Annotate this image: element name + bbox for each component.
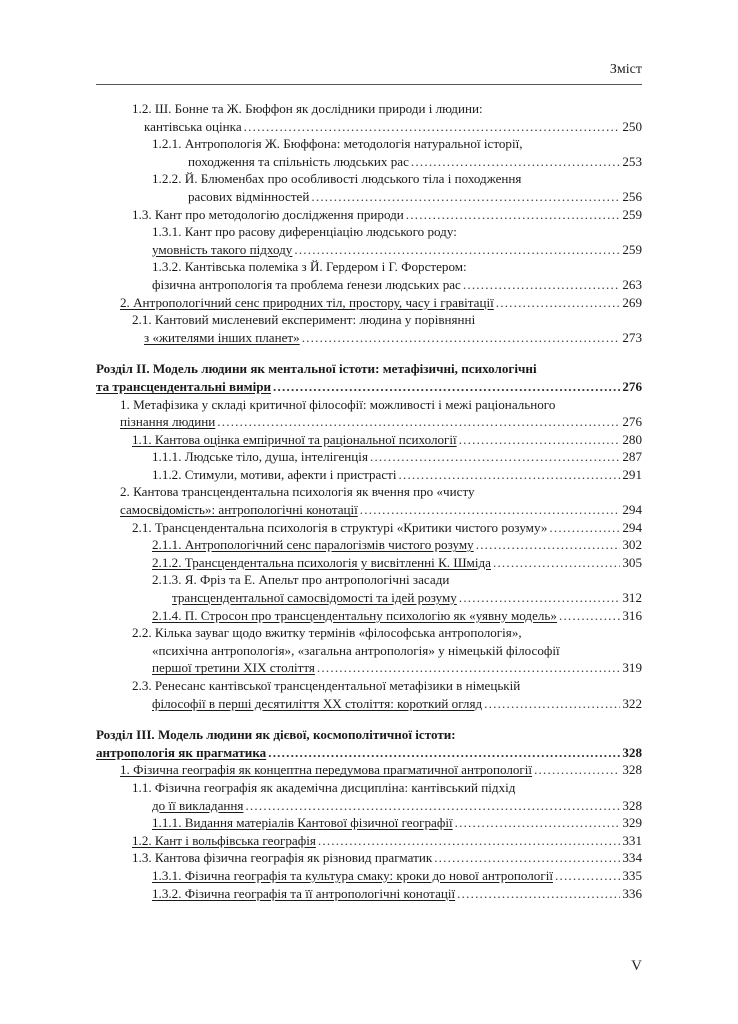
toc-entry-text: 1.1. Фізична географія як академічна дисципліна: кантівський підхід <box>132 779 516 795</box>
toc-entry-line <box>96 536 642 554</box>
dot-leader <box>302 329 621 347</box>
dot-leader <box>318 832 620 850</box>
toc-page-number: 269 <box>622 294 642 310</box>
toc-page-number: 291 <box>622 466 642 482</box>
toc-entry-text: фізична антропологія та проблема ґенези людських рас <box>152 276 461 292</box>
toc-page-number: 256 <box>622 188 642 204</box>
dot-leader <box>457 885 620 903</box>
toc-entry-text: Розділ II. Модель людини як ментальної істоти: метафізичні, психологічні <box>96 361 537 377</box>
toc-entry-text: походження та спільність людських рас <box>188 153 409 169</box>
toc-page-number: 294 <box>622 502 642 518</box>
toc-entry-text: 2.3. Ренесанс кантівської трансцендентальної метафізики в німецькій <box>132 678 521 693</box>
toc-entry <box>96 360 642 395</box>
toc-entry <box>96 170 642 205</box>
toc-entry-text: 1.3.1. Фізична географія та культура смаку: кроки до нової антропології <box>152 867 553 883</box>
toc-entry-text: Розділ III. Модель людини як дієвої, космополітичної істоти: <box>96 727 456 743</box>
toc-entry <box>96 294 642 312</box>
toc-entry-line <box>96 761 642 779</box>
toc-entry-text: пізнання людини <box>120 414 216 430</box>
toc-entry-text: 1.1. Кантова оцінка емпіричної та раціональної психології <box>132 431 457 447</box>
toc-entry-text: «психічна антропологія», «загальна антропологія» у німецькій філософії <box>152 642 560 658</box>
toc-entry-line <box>96 311 642 329</box>
toc-entry-line <box>96 413 642 431</box>
toc-entry-line <box>96 378 642 396</box>
dot-leader <box>484 695 620 713</box>
toc-entry-line <box>96 448 642 466</box>
dot-leader <box>360 501 621 519</box>
toc-entry-line <box>96 554 642 572</box>
toc-entry-line <box>96 153 642 171</box>
toc-entry-text: 2. Кантова трансцендентальна психологія як вчення про «чисту <box>120 484 475 500</box>
dot-leader <box>463 276 620 294</box>
dot-leader <box>399 466 621 484</box>
toc-entry-line <box>96 223 642 241</box>
toc-entry-text: 2.1.2. Трансцендентальна психологія у висвітленні К. Шміда <box>152 554 491 570</box>
toc-entry <box>96 223 642 258</box>
toc-entry-text: 2.1. Трансцендентальна психологія в структурі «Критики чистого розуму» <box>132 519 548 535</box>
toc-entry-line <box>96 677 642 695</box>
toc-page-number: 280 <box>622 431 642 447</box>
toc-page-number: 259 <box>622 241 642 257</box>
toc-page-number: 276 <box>622 378 642 394</box>
toc-page-number: 335 <box>622 867 642 883</box>
dot-leader <box>549 519 620 537</box>
toc-entry-text: 2.1.3. Я. Фріз та Е. Апельт про антропологічні засади <box>152 572 450 588</box>
toc-entry-line <box>96 206 642 224</box>
dot-leader <box>268 744 620 762</box>
toc-page-number: 294 <box>622 519 642 535</box>
dot-leader <box>559 607 620 625</box>
toc-entry <box>96 100 642 135</box>
toc-entry-line <box>96 571 642 589</box>
toc-entry <box>96 483 642 518</box>
toc-page-number: 336 <box>622 885 642 901</box>
dot-leader <box>555 867 620 885</box>
toc-page-number: 305 <box>622 554 642 570</box>
toc-entry-line <box>96 466 642 484</box>
toc-entry <box>96 431 642 449</box>
toc-entry-line <box>96 396 642 414</box>
toc-entry <box>96 135 642 170</box>
toc-entry <box>96 624 642 677</box>
toc-entry <box>96 779 642 814</box>
toc-entry-line <box>96 607 642 625</box>
toc-entry-line <box>96 360 642 378</box>
toc-entry <box>96 849 642 867</box>
toc-entry-text: 1. Метафізика у складі критичної філософії: можливості і межі раціонального <box>120 396 556 412</box>
toc-entry-text: 1.3. Кантова фізична географія як різновид прагматик <box>132 850 433 866</box>
toc-entry <box>96 867 642 885</box>
dot-leader <box>493 554 620 572</box>
toc-entry-text: 1.1.2. Стимули, мотиви, афекти і пристрасті <box>152 466 397 482</box>
dot-leader <box>411 153 620 171</box>
toc-entry-text: філософії в перші десятиліття XX століття: короткий огляд <box>152 695 483 711</box>
dot-leader <box>244 118 621 136</box>
toc-entry-line <box>96 659 642 677</box>
toc-entry-line <box>96 276 642 294</box>
header-rule <box>96 84 642 85</box>
toc-entry-text: самосвідомість»: антропологічні конотації <box>120 502 358 518</box>
toc-entry <box>96 311 642 346</box>
dot-leader <box>459 431 621 449</box>
toc-page-number: 322 <box>622 695 642 711</box>
toc-entry-line <box>96 241 642 259</box>
toc-page-number: 263 <box>622 276 642 292</box>
toc-entry-text: 1.3.2. Фізична географія та її антропологічні конотації <box>152 885 456 901</box>
dot-leader <box>476 536 621 554</box>
toc-entry-text: 1.2. Кант і вольфівська географія <box>132 832 316 848</box>
toc-entry-line <box>96 294 642 312</box>
toc-page-number: 287 <box>622 449 642 465</box>
toc-entry-text: 1.1.1. Людське тіло, душа, інтелігенція <box>152 449 368 465</box>
toc-page-number: 331 <box>622 832 642 848</box>
toc-entry-text: та трансцендентальні виміри <box>96 378 272 394</box>
toc-entry-line <box>96 431 642 449</box>
toc-entry <box>96 206 642 224</box>
dot-leader <box>434 849 620 867</box>
toc-entry <box>96 885 642 903</box>
toc-entry <box>96 536 642 554</box>
dot-leader <box>245 797 620 815</box>
toc-entry-text: расових відмінностей <box>188 188 310 204</box>
toc-entry <box>96 258 642 293</box>
toc-entry-line <box>96 100 642 118</box>
toc-entry-line <box>96 170 642 188</box>
toc-page-number: 250 <box>622 118 642 134</box>
toc-entry <box>96 814 642 832</box>
toc-entry-text: з «жителями інших планет» <box>144 329 300 345</box>
toc-page-number: 319 <box>622 660 642 676</box>
toc-page-number: 302 <box>622 537 642 553</box>
toc-entry-text: 2.1. Кантовий мисленевий експеримент: людина у порівнянні <box>132 312 476 328</box>
toc-entry <box>96 571 642 606</box>
toc-entry-line <box>96 519 642 537</box>
toc-page-number: 329 <box>622 815 642 831</box>
table-of-contents <box>96 100 642 902</box>
toc-entry <box>96 554 642 572</box>
toc-entry-text: 1.2.2. Й. Блюменбах про особливості людського тіла і походження <box>152 171 522 187</box>
toc-entry <box>96 677 642 712</box>
toc-entry-line <box>96 832 642 850</box>
toc-entry <box>96 832 642 850</box>
toc-entry-line <box>96 329 642 347</box>
toc-entry-text: 1. Фізична географія як концептна передумова прагматичної антропології <box>120 762 533 778</box>
toc-entry-text: 2.1.4. П. Стросон про трансцендентальну психологію як «уявну модель» <box>152 607 557 623</box>
toc-entry-line <box>96 867 642 885</box>
dot-leader <box>217 413 620 431</box>
toc-entry-text: 1.3.2. Кантівська полеміка з Й. Гердером і Г. Форстером: <box>152 259 467 275</box>
toc-entry-text: 1.3. Кант про методологію дослідження природи <box>132 206 404 222</box>
toc-entry-text: трансцендентальної самосвідомості та ідей розуму <box>172 590 457 606</box>
dot-leader <box>273 378 620 396</box>
toc-entry-line <box>96 589 642 607</box>
toc-entry-line <box>96 849 642 867</box>
toc-entry-line <box>96 726 642 744</box>
running-head: Зміст <box>609 62 642 77</box>
dot-leader <box>406 206 621 224</box>
toc-entry-line <box>96 624 642 642</box>
toc-entry-line <box>96 501 642 519</box>
toc-entry-text: 2. Антропологічний сенс природних тіл, простору, часу і гравітації <box>120 294 494 310</box>
page-number: V <box>631 958 642 974</box>
toc-entry-text: 2.2. Кілька зауваг щодо вжитку термінів «філософська антропологія», <box>132 625 522 641</box>
toc-entry-line <box>96 188 642 206</box>
toc-entry-text: першої третини XIX століття <box>152 660 315 676</box>
dot-leader <box>317 659 620 677</box>
toc-entry <box>96 448 642 466</box>
toc-entry-line <box>96 797 642 815</box>
toc-page-number: 312 <box>622 590 642 606</box>
toc-entry-line <box>96 135 642 153</box>
toc-page-number: 259 <box>622 206 642 222</box>
toc-entry-text: до її викладання <box>152 797 244 813</box>
dot-leader <box>294 241 620 259</box>
toc-page-number: 328 <box>622 762 642 778</box>
toc-entry <box>96 607 642 625</box>
toc-entry-text: 1.3.1. Кант про расову диференціацію людського роду: <box>152 224 457 240</box>
toc-entry-line <box>96 695 642 713</box>
toc-entry <box>96 761 642 779</box>
toc-page-number: 328 <box>622 744 642 760</box>
toc-page-number: 316 <box>622 607 642 623</box>
toc-entry-line <box>96 779 642 797</box>
toc-entry <box>96 466 642 484</box>
toc-entry-text: кантівська оцінка <box>144 118 242 134</box>
dot-leader <box>370 448 620 466</box>
toc-entry-text: 1.2. Ш. Бонне та Ж. Бюффон як дослідники природи і людини: <box>132 101 483 116</box>
toc-entry-line <box>96 814 642 832</box>
toc-entry-text: антропологія як прагматика <box>96 744 267 760</box>
dot-leader <box>459 589 621 607</box>
toc-entry-text: умовність такого підходу <box>152 241 293 257</box>
dot-leader <box>311 188 620 206</box>
toc-entry-line <box>96 744 642 762</box>
toc-entry-line <box>96 118 642 136</box>
toc-entry-line <box>96 483 642 501</box>
toc-page-number: 276 <box>622 414 642 430</box>
toc-entry <box>96 726 642 761</box>
toc-entry-line <box>96 258 642 276</box>
dot-leader <box>455 814 621 832</box>
dot-leader <box>534 761 620 779</box>
toc-entry-line <box>96 885 642 903</box>
toc-entry-text: 2.1.1. Антропологічний сенс паралогізмів чистого розуму <box>152 537 474 553</box>
toc-page-number: 253 <box>622 153 642 169</box>
toc-entry <box>96 519 642 537</box>
dot-leader <box>496 294 621 312</box>
toc-page-number: 328 <box>622 797 642 813</box>
toc-page-number: 334 <box>622 850 642 866</box>
toc-entry-text: 1.1.1. Видання матеріалів Кантової фізичної географії <box>152 815 453 831</box>
toc-page-number: 273 <box>622 329 642 345</box>
toc-entry <box>96 396 642 431</box>
toc-entry-line <box>96 642 642 660</box>
toc-entry-text: 1.2.1. Антропологія Ж. Бюффона: методологія натуральної історії, <box>152 136 523 152</box>
